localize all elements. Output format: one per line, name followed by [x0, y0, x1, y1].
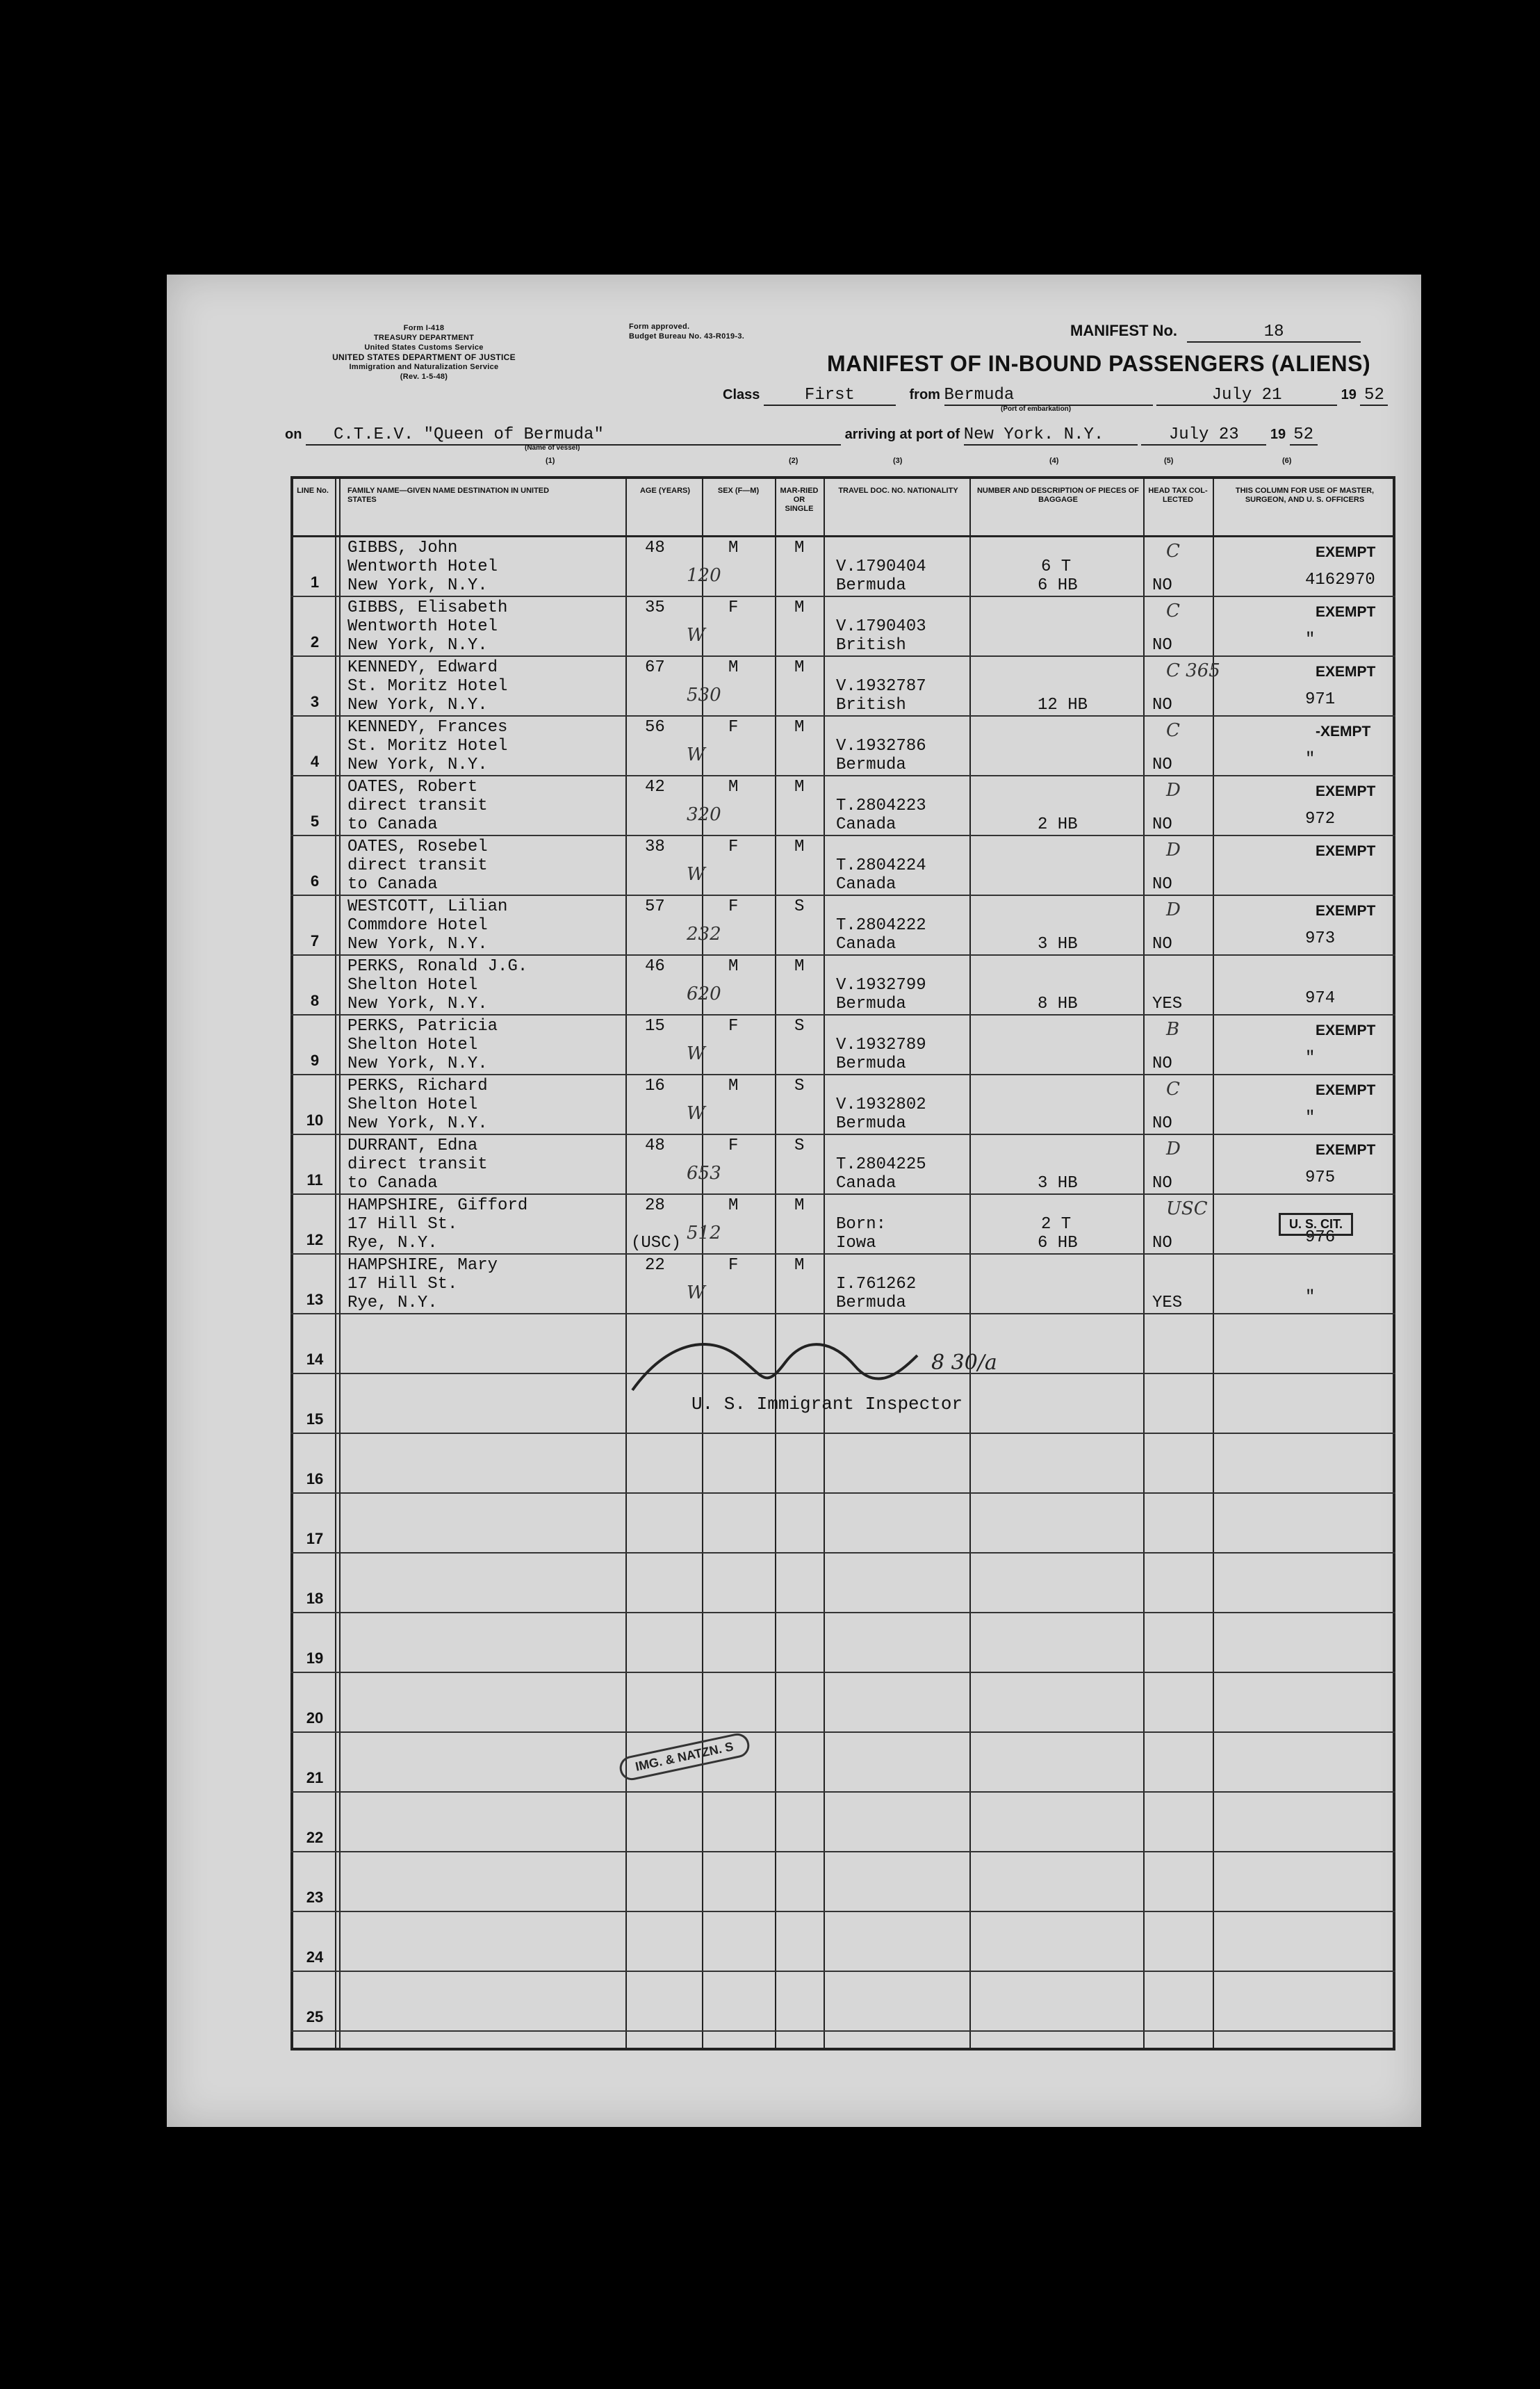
handwritten-note: W: [687, 744, 705, 765]
officer-number: ": [1305, 1049, 1316, 1068]
port-embark-note: (Port of embarkation): [1001, 405, 1072, 413]
manifest-number: [1070, 322, 1361, 343]
table-row: [290, 537, 1395, 597]
budget-label: Budget Bureau No. 43-R019-3.: [629, 332, 745, 341]
handwritten-mark: C: [1166, 1079, 1180, 1100]
handwritten-note: 620: [687, 984, 721, 1004]
travel-doc: T.2804225: [836, 1155, 926, 1174]
handwritten-mark: USC: [1166, 1198, 1208, 1219]
age: 42: [645, 778, 665, 797]
nationality: British: [836, 636, 906, 655]
exempt-stamp: EXEMPT: [1316, 664, 1376, 680]
sex: M: [728, 957, 739, 976]
justice-label: UNITED STATES DEPARTMENT OF JUSTICE: [332, 352, 516, 362]
passenger-name: OATES, Rosebel: [347, 838, 488, 856]
line-number: 25: [306, 2008, 324, 2025]
manifest-no-label: MANIFEST No.: [1070, 322, 1177, 339]
baggage-line2: 8 HB: [1038, 995, 1078, 1013]
exempt-stamp: EXEMPT: [1316, 604, 1376, 620]
table-row: [290, 1852, 1395, 1912]
passenger-name: PERKS, Ronald J.G.: [347, 957, 528, 976]
arriving-label: arriving at port of: [844, 427, 960, 442]
passenger-name: GIBBS, Elisabeth: [347, 598, 508, 617]
vessel-name: C.T.E.V. "Queen of Bermuda": [306, 425, 841, 446]
destination-line1: Commdore Hotel: [347, 916, 488, 935]
line-number: 22: [306, 1829, 324, 1846]
line-number: 17: [306, 1530, 324, 1547]
customs-label: United States Customs Service: [364, 343, 484, 352]
destination-line2: New York, N.Y.: [347, 576, 488, 595]
table-row: [290, 1912, 1395, 1972]
destination-line1: Shelton Hotel: [347, 976, 478, 995]
table-row: [290, 1195, 1395, 1255]
header-sex: SEX (F—M): [717, 487, 760, 495]
destination-line2: New York, N.Y.: [347, 696, 488, 715]
travel-doc: V.1932802: [836, 1095, 926, 1114]
exempt-stamp: EXEMPT: [1316, 1082, 1376, 1098]
officer-number: ": [1305, 630, 1316, 649]
marital-status: S: [794, 1077, 805, 1095]
officer-number: 976: [1305, 1228, 1336, 1247]
handwritten-note: W: [687, 1282, 705, 1303]
line-number: 3: [310, 693, 320, 710]
year-prefix: 19: [1341, 387, 1357, 402]
line-number: 13: [306, 1291, 324, 1308]
head-tax: NO: [1152, 875, 1172, 894]
line-number: 7: [310, 932, 320, 949]
arrive-date: July 23: [1141, 425, 1266, 446]
travel-doc: V.1932786: [836, 737, 926, 756]
approved-label: Form approved.: [629, 323, 690, 331]
passenger-name: WESTCOTT, Lilian: [347, 897, 508, 916]
handwritten-note: 512: [687, 1223, 721, 1244]
exempt-stamp: -XEMPT: [1316, 724, 1371, 740]
handwritten-note: W: [687, 625, 705, 646]
sex: F: [728, 1017, 739, 1036]
line-number: 23: [306, 1889, 324, 1906]
head-tax: NO: [1152, 1054, 1172, 1073]
head-tax: NO: [1152, 576, 1172, 595]
table-row: [290, 1972, 1395, 2032]
baggage-line2: 12 HB: [1038, 696, 1088, 715]
handwritten-note: 120: [687, 565, 721, 586]
baggage-line2: 3 HB: [1038, 935, 1078, 954]
destination-line2: New York, N.Y.: [347, 995, 488, 1013]
handwritten-note: 530: [687, 685, 721, 706]
destination-line2: New York, N.Y.: [347, 756, 488, 774]
marital-status: M: [794, 838, 805, 856]
table-row: [290, 1494, 1395, 1554]
table-row: [290, 836, 1395, 896]
table-row: [290, 1255, 1395, 1314]
col-num: (3): [893, 457, 903, 465]
age: 28: [645, 1196, 665, 1215]
table-row: [290, 956, 1395, 1016]
exempt-stamp: EXEMPT: [1316, 1142, 1376, 1158]
head-tax: NO: [1152, 696, 1172, 715]
sex: F: [728, 1256, 739, 1275]
line-number: 12: [306, 1231, 324, 1248]
destination-line2: New York, N.Y.: [347, 636, 488, 655]
marital-status: S: [794, 897, 805, 916]
table-row: [290, 1554, 1395, 1613]
handwritten-mark: D: [1166, 780, 1181, 801]
sex: F: [728, 1136, 739, 1155]
col-num: (2): [789, 457, 798, 465]
handwritten-note: W: [687, 1043, 705, 1064]
passenger-name: KENNEDY, Frances: [347, 718, 508, 737]
nationality: Canada: [836, 875, 896, 894]
line-number: 10: [306, 1111, 324, 1129]
head-tax: YES: [1152, 1294, 1183, 1312]
officer-number: 975: [1305, 1168, 1336, 1187]
line-number: 1: [310, 573, 320, 591]
treasury-label: TREASURY DEPARTMENT: [373, 334, 475, 342]
officer-number: 4162970: [1305, 571, 1375, 589]
rev-label: (Rev. 1-5-48): [400, 373, 448, 381]
header-name: FAMILY NAME—GIVEN NAME DESTINATION IN UNITED STATES: [347, 487, 550, 504]
marital-status: M: [794, 598, 805, 617]
table-row: [290, 1613, 1395, 1673]
destination-line1: direct transit: [347, 1155, 488, 1174]
handwritten-mark: C: [1166, 601, 1180, 621]
nationality: Bermuda: [836, 1054, 906, 1073]
age: 46: [645, 957, 665, 976]
sex: M: [728, 658, 739, 677]
travel-doc: V.1790404: [836, 557, 926, 576]
destination-line2: New York, N.Y.: [347, 1054, 488, 1073]
table-row: [290, 1434, 1395, 1494]
line-number: 4: [310, 753, 320, 770]
from-label: from: [909, 387, 940, 402]
nationality: Canada: [836, 935, 896, 954]
age: 38: [645, 838, 665, 856]
manifest-sheet: [167, 275, 1421, 2127]
destination-line2: to Canada: [347, 815, 438, 834]
class-value: First: [764, 386, 896, 406]
arrival-port: New York. N.Y.: [964, 425, 1138, 446]
destination-line1: Wentworth Hotel: [347, 617, 498, 636]
header-officers: THIS COLUMN FOR USE OF MASTER, SURGEON, AND U. S. OFFICERS: [1235, 487, 1375, 504]
form-approval: [629, 322, 851, 341]
vessel-line: [285, 425, 1318, 446]
officer-number: ": [1305, 1288, 1316, 1307]
head-tax: YES: [1152, 995, 1183, 1013]
head-tax: NO: [1152, 1114, 1172, 1133]
line-number: 2: [310, 633, 320, 651]
sex: M: [728, 539, 739, 557]
passenger-name: OATES, Robert: [347, 778, 478, 797]
marital-status: M: [794, 1196, 805, 1215]
table-row: [290, 1733, 1395, 1793]
exempt-stamp: EXEMPT: [1316, 843, 1376, 859]
table-row: [290, 896, 1395, 956]
passenger-name: KENNEDY, Edward: [347, 658, 498, 677]
marital-status: M: [794, 957, 805, 976]
head-tax: NO: [1152, 636, 1172, 655]
marital-status: M: [794, 1256, 805, 1275]
line-number: 20: [306, 1709, 324, 1727]
line-number: 9: [310, 1052, 320, 1069]
line-number: 16: [306, 1470, 324, 1487]
age: 67: [645, 658, 665, 677]
sex: F: [728, 897, 739, 916]
nationality: Canada: [836, 815, 896, 834]
nationality: Bermuda: [836, 576, 906, 595]
officer-number: 973: [1305, 929, 1336, 948]
on-label: on: [285, 427, 302, 442]
table-row: [290, 1016, 1395, 1075]
age: 48: [645, 1136, 665, 1155]
passenger-name: HAMPSHIRE, Mary: [347, 1256, 498, 1275]
travel-doc: V.1790403: [836, 617, 926, 636]
baggage-line2: 3 HB: [1038, 1174, 1078, 1193]
header-married: MAR-RIED OR SINGLE: [780, 487, 819, 513]
table-row: [290, 717, 1395, 776]
marital-status: M: [794, 778, 805, 797]
destination-line1: Wentworth Hotel: [347, 557, 498, 576]
us-citizen-stamp: U. S. CIT.: [1279, 1213, 1353, 1236]
officer-number: ": [1305, 1109, 1316, 1127]
age-note: (USC): [631, 1234, 682, 1253]
manifest-title: MANIFEST OF IN-BOUND PASSENGERS (ALIENS): [827, 351, 1371, 376]
line-number: 11: [306, 1171, 323, 1189]
destination-line2: New York, N.Y.: [347, 1114, 488, 1133]
passenger-name: PERKS, Richard: [347, 1077, 488, 1095]
passenger-name: GIBBS, John: [347, 539, 458, 557]
exempt-stamp: EXEMPT: [1316, 544, 1376, 560]
destination-line2: to Canada: [347, 875, 438, 894]
officer-number: 971: [1305, 690, 1336, 709]
handwritten-note: W: [687, 1103, 705, 1124]
handwritten-note: W: [687, 864, 705, 885]
handwritten-note: 653: [687, 1163, 721, 1184]
table-row: [290, 597, 1395, 657]
handwritten-mark: B: [1166, 1019, 1180, 1040]
travel-doc: Born:: [836, 1215, 887, 1234]
destination-line1: Shelton Hotel: [347, 1036, 478, 1054]
officer-number: ": [1305, 750, 1316, 769]
exempt-stamp: EXEMPT: [1316, 903, 1376, 919]
age: 15: [645, 1017, 665, 1036]
table-row: [290, 776, 1395, 836]
age: 35: [645, 598, 665, 617]
destination-line1: direct transit: [347, 797, 488, 815]
nationality: British: [836, 696, 906, 715]
handwritten-mark: D: [1166, 1139, 1181, 1159]
passenger-name: HAMPSHIRE, Gifford: [347, 1196, 528, 1215]
destination-line1: 17 Hill St.: [347, 1215, 458, 1234]
class-label: Class: [723, 387, 760, 402]
travel-doc: T.2804223: [836, 797, 926, 815]
manifest-no-value: 18: [1187, 323, 1361, 343]
destination-line1: Shelton Hotel: [347, 1095, 478, 1114]
table-row: [290, 657, 1395, 717]
head-tax: NO: [1152, 1174, 1172, 1193]
passenger-name: DURRANT, Edna: [347, 1136, 478, 1155]
nationality: Bermuda: [836, 1294, 906, 1312]
destination-line2: to Canada: [347, 1174, 438, 1193]
travel-doc: I.761262: [836, 1275, 917, 1294]
age: 57: [645, 897, 665, 916]
header-travel-doc: TRAVEL DOC. NO. NATIONALITY: [838, 487, 958, 495]
destination-line2: New York, N.Y.: [347, 935, 488, 954]
age: 48: [645, 539, 665, 557]
col-num: (6): [1282, 457, 1292, 465]
line-number: 8: [310, 992, 320, 1009]
officer-number: 972: [1305, 810, 1336, 829]
signature-time: 8 30/a: [931, 1351, 997, 1375]
nationality: Bermuda: [836, 1114, 906, 1133]
marital-status: M: [794, 718, 805, 737]
form-header-left: [278, 323, 570, 382]
line-number: 6: [310, 872, 320, 890]
col-num: (4): [1049, 457, 1059, 465]
line-number: 21: [306, 1769, 324, 1786]
exempt-stamp: EXEMPT: [1316, 1022, 1376, 1038]
destination-line1: 17 Hill St.: [347, 1275, 458, 1294]
head-tax: NO: [1152, 935, 1172, 954]
table-row: [290, 1075, 1395, 1135]
marital-status: M: [794, 539, 805, 557]
sex: F: [728, 838, 739, 856]
form-number: Form I-418: [403, 324, 445, 332]
baggage-line2: 2 HB: [1038, 815, 1078, 834]
col-num: (5): [1164, 457, 1174, 465]
ins-label: Immigration and Naturalization Service: [349, 363, 499, 371]
head-tax: NO: [1152, 1234, 1172, 1253]
age: 56: [645, 718, 665, 737]
travel-doc: V.1932799: [836, 976, 926, 995]
handwritten-mark: C: [1166, 720, 1180, 741]
passenger-name: PERKS, Patricia: [347, 1017, 498, 1036]
col-num: (1): [546, 457, 555, 465]
header-baggage: NUMBER AND DESCRIPTION OF PIECES OF BAGGAGE: [976, 487, 1140, 504]
sex: M: [728, 1077, 739, 1095]
vessel-note: (Name of vessel): [525, 444, 580, 452]
handwritten-mark: C 365: [1166, 660, 1220, 681]
destination-line1: St. Moritz Hotel: [347, 737, 508, 756]
travel-doc: V.1932787: [836, 677, 926, 696]
year-prefix: 19: [1270, 427, 1286, 442]
table-row: [290, 1135, 1395, 1195]
handwritten-note: 232: [687, 924, 721, 945]
marital-status: S: [794, 1017, 805, 1036]
row-rule: [290, 2030, 1395, 2032]
exempt-stamp: EXEMPT: [1316, 783, 1376, 799]
sex: F: [728, 718, 739, 737]
baggage-line1: 2 T: [1041, 1215, 1072, 1234]
age: 16: [645, 1077, 665, 1095]
depart-date: July 21: [1156, 386, 1337, 406]
table-row: [290, 1673, 1395, 1733]
line-number: 18: [306, 1590, 324, 1607]
sex: F: [728, 598, 739, 617]
age: 22: [645, 1256, 665, 1275]
nationality: Bermuda: [836, 995, 906, 1013]
travel-doc: T.2804224: [836, 856, 926, 875]
destination-line2: Rye, N.Y.: [347, 1234, 438, 1253]
line-number: 14: [306, 1351, 324, 1368]
marital-status: S: [794, 1136, 805, 1155]
inspector-title: U. S. Immigrant Inspector: [691, 1394, 963, 1414]
nationality: Bermuda: [836, 756, 906, 774]
sex: M: [728, 778, 739, 797]
nationality: Canada: [836, 1174, 896, 1193]
table-row: [290, 1793, 1395, 1852]
baggage-line1: 6 T: [1041, 557, 1072, 576]
baggage-line2: 6 HB: [1038, 1234, 1078, 1253]
sex: M: [728, 1196, 739, 1215]
handwritten-mark: D: [1166, 899, 1181, 920]
nationality: Iowa: [836, 1234, 876, 1253]
round-stamp: IMG. & NATZN. S: [617, 1731, 751, 1783]
travel-doc: V.1932789: [836, 1036, 926, 1054]
class-line: [723, 386, 1388, 406]
head-tax: NO: [1152, 756, 1172, 774]
travel-doc: T.2804222: [836, 916, 926, 935]
handwritten-mark: D: [1166, 840, 1181, 861]
line-number: 19: [306, 1649, 324, 1667]
line-number: 24: [306, 1948, 324, 1966]
from-value: Bermuda: [944, 386, 1153, 406]
arrive-year: 52: [1290, 425, 1318, 446]
baggage-line2: 6 HB: [1038, 576, 1078, 595]
header-line-no: LINE No.: [297, 487, 329, 495]
officer-number: 974: [1305, 989, 1336, 1008]
depart-year: 52: [1360, 386, 1388, 406]
line-number: 5: [310, 813, 320, 830]
line-number: 15: [306, 1410, 324, 1428]
destination-line1: St. Moritz Hotel: [347, 677, 508, 696]
header-age: AGE (YEARS): [639, 487, 691, 495]
header-head-tax: HEAD TAX COL-LECTED: [1148, 487, 1208, 504]
head-tax: NO: [1152, 815, 1172, 834]
destination-line2: Rye, N.Y.: [347, 1294, 438, 1312]
handwritten-note: 320: [687, 804, 721, 825]
marital-status: M: [794, 658, 805, 677]
destination-line1: direct transit: [347, 856, 488, 875]
handwritten-mark: C: [1166, 541, 1180, 562]
